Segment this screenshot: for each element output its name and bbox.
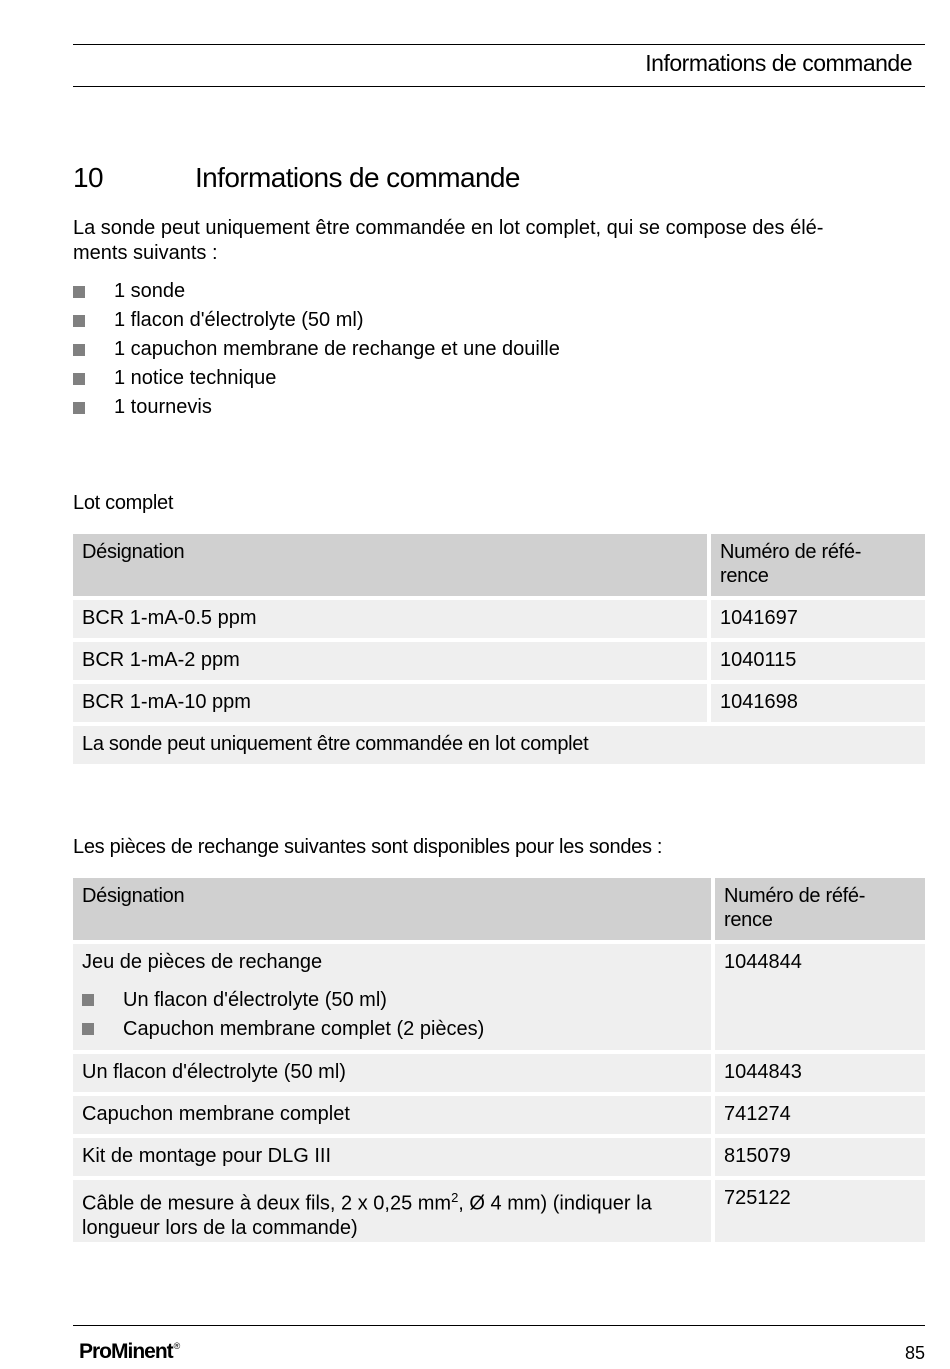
table-cell-ref: 1041698	[711, 684, 925, 722]
list-item: 1 tournevis	[73, 393, 560, 422]
lot-table-note: La sonde peut uniquement être commandée en lot complet	[73, 726, 925, 764]
intro-paragraph	[73, 216, 903, 266]
chapter-heading	[73, 162, 520, 194]
list-item: 1 notice technique	[73, 364, 560, 393]
table-cell-designation: Capuchon membrane complet	[73, 1096, 711, 1134]
table-cell-ref: 1041697	[711, 600, 925, 638]
prominent-logo: ProMinent®	[79, 1340, 180, 1363]
table-cell-ref: 725122	[715, 1180, 925, 1242]
list-item: 1 flacon d'électrolyte (50 ml)	[73, 306, 560, 335]
lot-table-header-ref: Numéro de réfé- rence	[711, 534, 925, 596]
footer-rule	[73, 1325, 925, 1326]
contents-list	[73, 277, 560, 422]
list-item: 1 capuchon membrane de rechange et une douille	[73, 335, 560, 364]
table-cell-ref: 1040115	[711, 642, 925, 680]
page-number: 85	[904, 1343, 925, 1363]
intro-line-1: La sonde peut uniquement être commandée en lot complet, qui se compose des élé-	[73, 217, 824, 239]
lot-table-heading: Lot complet	[73, 492, 174, 514]
table-cell-ref: 1044844	[715, 944, 925, 1050]
header-top-rule	[73, 44, 925, 45]
lot-table	[73, 534, 925, 764]
table-cell-designation: Câble de mesure à deux fils, 2 x 0,25 $mm^2$, Ø 4 mm) (indiquer la longueur lors de la commande)	[73, 1180, 711, 1242]
list-item: 1 sonde	[73, 277, 560, 306]
spares-table-heading: Les pièces de rechange suivantes sont disponibles pour les sondes :	[73, 836, 663, 858]
bullet-square-icon	[82, 1023, 94, 1035]
list-item: Un flacon d'électrolyte (50 ml)	[82, 986, 702, 1015]
chapter-title: Informations de commande	[195, 162, 520, 193]
bullet-square-icon	[73, 402, 85, 414]
bullet-square-icon	[73, 286, 85, 298]
lot-table-header-designation: Désignation	[73, 534, 707, 596]
table-cell-designation: Jeu de pièces de rechange Un flacon d'électrolyte (50 ml) Capuchon membrane complet (2 pièces)	[73, 944, 711, 1050]
spares-table-header-ref: Numéro de réfé- rence	[715, 878, 925, 940]
bullet-square-icon	[73, 344, 85, 356]
registered-mark-icon: ®	[173, 1341, 180, 1351]
chapter-number: 10	[73, 162, 103, 193]
intro-line-2: ments suivants :	[73, 242, 218, 264]
superscript: 2	[451, 1190, 459, 1205]
list-item: Capuchon membrane complet (2 pièces)	[82, 1015, 702, 1044]
bullet-square-icon	[73, 315, 85, 327]
table-cell-designation: Un flacon d'électrolyte (50 ml)	[73, 1054, 711, 1092]
bullet-square-icon	[82, 994, 94, 1006]
table-cell-ref: 1044843	[715, 1054, 925, 1092]
header-bottom-rule	[73, 86, 925, 87]
bullet-square-icon	[73, 373, 85, 385]
spares-table-header-designation: Désignation	[73, 878, 711, 940]
spares-table	[73, 878, 925, 1242]
table-cell-designation: BCR 1-mA-2 ppm	[73, 642, 707, 680]
spare-kit-contents	[82, 986, 702, 1044]
table-cell-designation: BCR 1-mA-0.5 ppm	[73, 600, 707, 638]
table-cell-designation: BCR 1-mA-10 ppm	[73, 684, 707, 722]
table-cell-ref: 741274	[715, 1096, 925, 1134]
table-cell-designation: Kit de montage pour DLG III	[73, 1138, 711, 1176]
table-cell-ref: 815079	[715, 1138, 925, 1176]
running-header-title: Informations de commande	[645, 50, 912, 76]
